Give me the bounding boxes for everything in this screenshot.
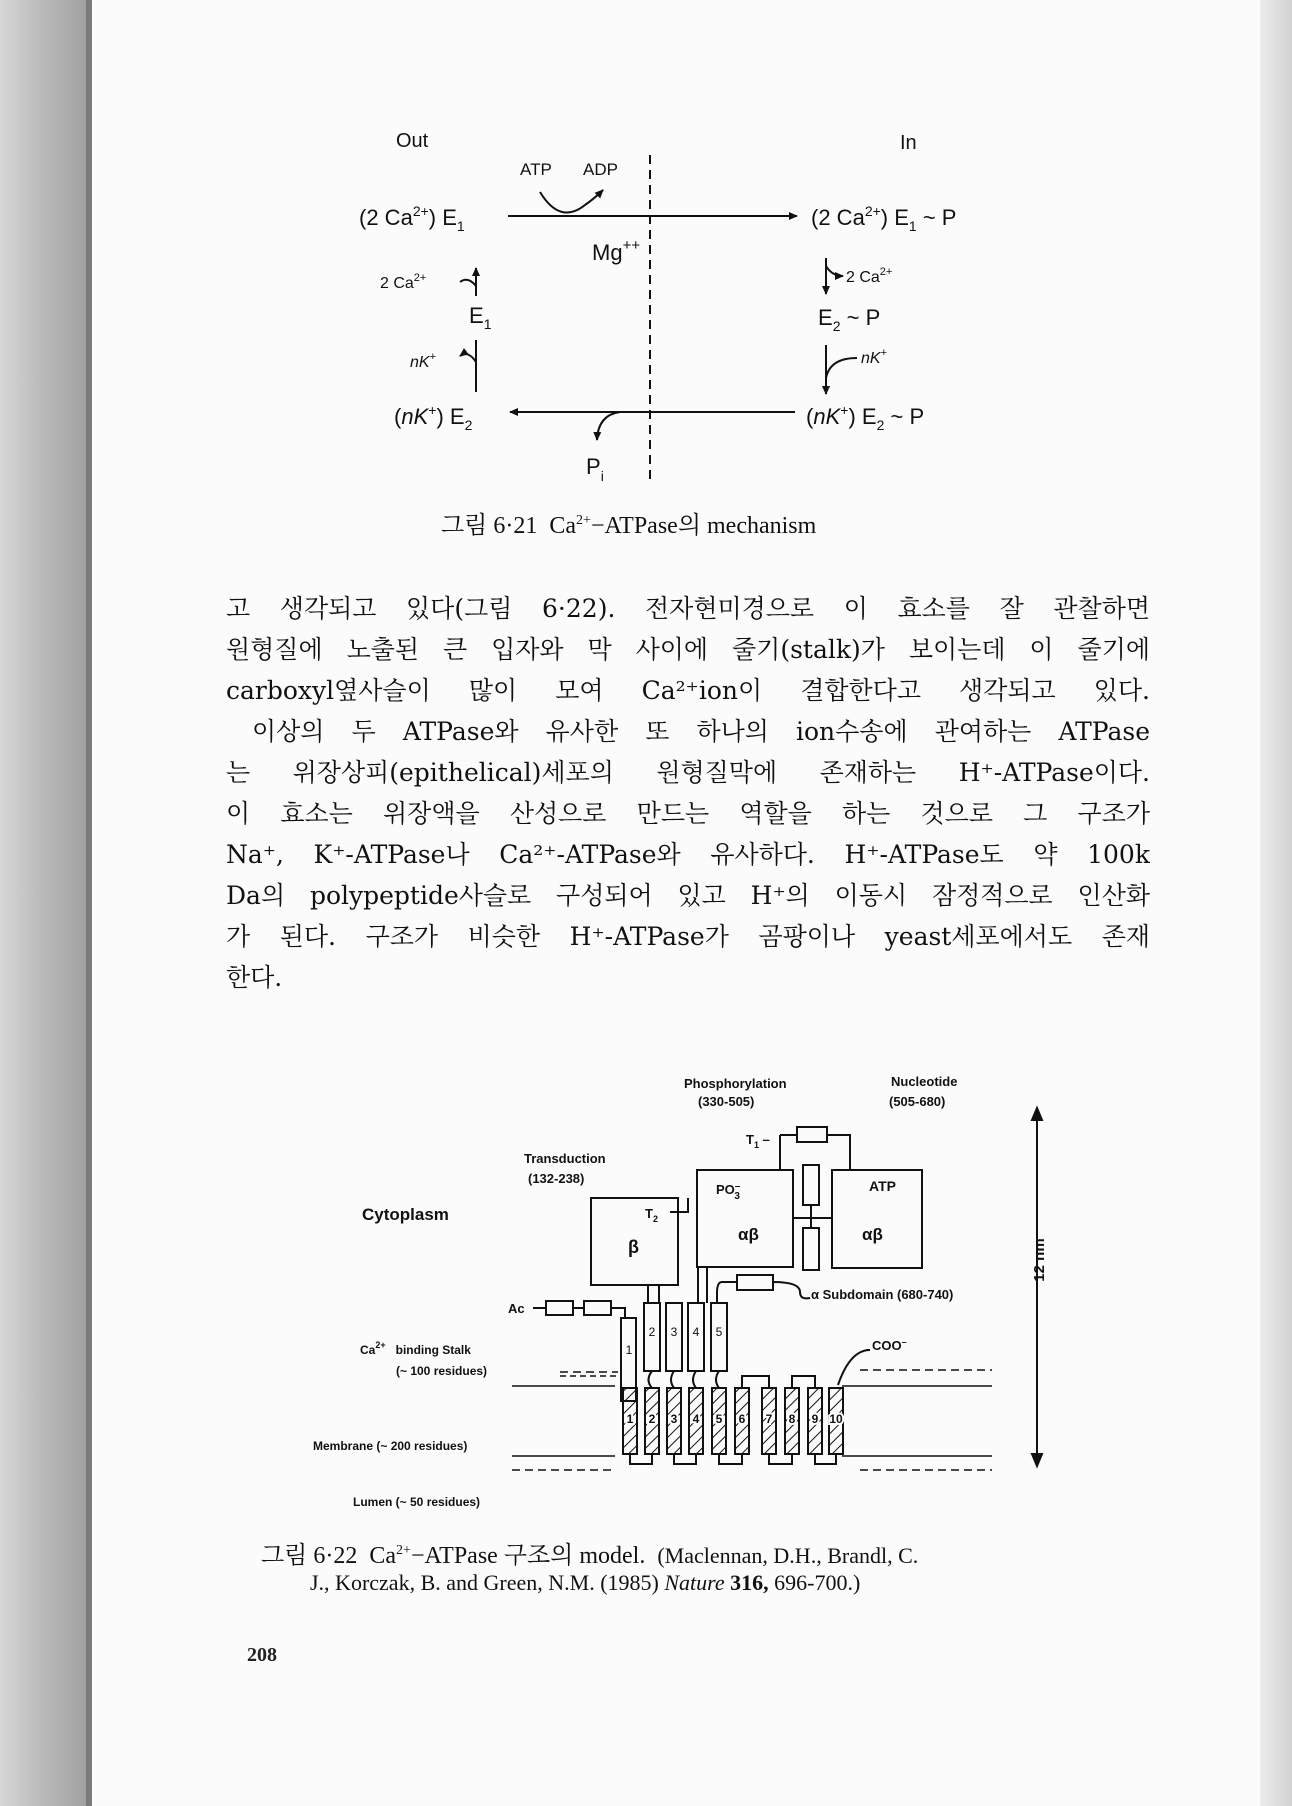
label-nucleotide: Nucleotide	[891, 1074, 958, 1089]
figure-6-21-caption	[441, 505, 816, 540]
body-line: carboxyl옆사슬이 많이 모여 Ca²⁺ion이 결합한다고 생각되고 있다.	[226, 676, 1150, 705]
label-pi: $P_i$	[586, 454, 604, 484]
arrow-nk-release	[460, 354, 476, 362]
label-lumen: Lumen (~ 50 residues)	[353, 1495, 481, 1509]
stalk-number: 4	[692, 1325, 700, 1339]
label-phosphorylation: Phosphorylation	[684, 1076, 787, 1091]
state-e1: $E_1$	[469, 303, 492, 332]
tm-number: 4	[692, 1412, 700, 1426]
figure-6-22-caption-line1	[261, 1535, 918, 1570]
state-nk-e2-p: (nK+) $E_2$ ~ P	[806, 402, 925, 433]
body-line: 한다.	[226, 963, 283, 992]
label-transduction: Transduction	[524, 1151, 606, 1166]
body-line: Da의 polypeptide사슬로 구성되어 있고 H⁺의 이동시 잠정적으로 인산화	[226, 881, 1150, 910]
hinge-segment-upper	[803, 1165, 819, 1205]
label-12nm: 12 nm	[1031, 1238, 1048, 1282]
citation-volume: 316,	[730, 1570, 769, 1595]
label-2ca-left: 2 $Ca^{2+}$	[380, 272, 427, 292]
stalk-number: 5	[715, 1325, 723, 1339]
label-nk-left: nK+	[410, 351, 437, 371]
state-nk-e2: (nK+) $E_2$	[394, 402, 473, 433]
tm-number: 1	[626, 1412, 634, 1426]
domain-phosphorylation-box	[697, 1170, 793, 1267]
label-out: Out	[396, 130, 429, 152]
arrow-atp-adp	[540, 190, 603, 213]
caption-rest: −ATPase의 mechanism	[590, 513, 817, 539]
figure-6-22-caption-line2	[310, 1570, 860, 1596]
label-2ca-right: 2 $Ca^{2+}$	[846, 266, 893, 286]
body-line: 원형질에 노출된 큰 입자와 막 사이에 줄기(stalk)가 보이는데 이 줄기에	[226, 635, 1150, 664]
body-line: 가 된다. 구조가 비슷한 H⁺-ATPase가 곰팡이나 yeast세포에서도 존재	[226, 922, 1150, 951]
arrow-2ca-bind	[460, 280, 476, 286]
citation-part-2: J., Korczak, B. and Green, N.M. (1985)	[310, 1570, 659, 1595]
label-t1: $T_1$ –	[746, 1132, 770, 1150]
body-line: 고 생각되고 있다(그림 6·22). 전자현미경으로 이 효소를 잘 관찰하면	[226, 594, 1150, 623]
citation-part-1: (Maclennan, D.H., Brandl, C.	[657, 1543, 919, 1568]
caption-prefix: 그림 6·22	[261, 1543, 358, 1569]
caption-ca: Ca	[369, 1543, 397, 1569]
label-cytoplasm: Cytoplasm	[362, 1205, 449, 1224]
caption-prefix: 그림 6·21	[441, 513, 538, 539]
label-mg: Mg++	[592, 237, 641, 265]
stalk-number: 1	[625, 1343, 633, 1357]
tm-number: 6	[738, 1412, 746, 1426]
ac-segment-1	[546, 1301, 573, 1315]
label-adp: ADP	[583, 160, 618, 179]
label-ab-phos: αβ	[738, 1225, 759, 1244]
body-paragraph	[226, 588, 1150, 998]
label-transduction-range: (132-238)	[528, 1171, 585, 1186]
label-nk-right: nK+	[861, 347, 888, 367]
label-ac: Ac	[508, 1301, 525, 1316]
citation-pages: 696-700.)	[774, 1570, 861, 1595]
label-ab-nuc: αβ	[862, 1225, 883, 1244]
tm-number: 8	[788, 1412, 796, 1426]
body-line: Na⁺, K⁺-ATPase나 Ca²⁺-ATPase와 유사하다. H⁺-ATPase도 약 100k	[226, 840, 1150, 869]
label-beta: β	[628, 1237, 639, 1257]
figure-6-22-structure	[0, 1060, 1292, 1530]
label-po3: PO– 3	[716, 1181, 741, 1202]
label-phosphorylation-range: (330-505)	[698, 1094, 755, 1109]
label-alpha-subdomain: α Subdomain (680-740)	[811, 1287, 954, 1302]
body-line: 이 효소는 위장액을 산성으로 만드는 역할을 하는 것으로 그 구조가	[226, 799, 1150, 828]
arrow-nk-bind	[826, 358, 857, 378]
state-2ca-e1-p	[811, 203, 956, 234]
tm-number: 2	[648, 1412, 656, 1426]
state-e2-p: $E_2$ ~ P	[818, 305, 881, 334]
figure-6-21-mechanism	[0, 0, 1292, 560]
tm-number: 7	[765, 1412, 773, 1426]
state-2ca-e1	[359, 203, 465, 234]
page-number: 208	[247, 1644, 277, 1666]
label-in: In	[900, 132, 917, 154]
arrow-pi-release	[597, 412, 620, 440]
label-membrane: Membrane (~ 200 residues)	[313, 1439, 468, 1453]
body-line: 이상의 두 ATPase와 유사한 또 하나의 ion수송에 관여하는 ATPase	[252, 717, 1150, 746]
ac-segment-2	[584, 1301, 611, 1315]
svg-text:(2 Ca2+) E1 ~ P: (2 $Ca^{2+}$) $E_1$ ~ P	[811, 203, 957, 234]
caption-ca: Ca	[549, 513, 577, 539]
tm-number: 9	[811, 1412, 819, 1426]
caption-rest: −ATPase 구조의 model.	[410, 1543, 646, 1569]
hinge-segment-lower	[803, 1228, 819, 1270]
stalk-number: 3	[670, 1325, 678, 1339]
stalk-number: 2	[648, 1325, 656, 1339]
label-coo: COO–	[872, 1337, 907, 1353]
citation-journal: Nature	[664, 1570, 725, 1595]
tm-number: 5	[715, 1412, 723, 1426]
body-line: 는 위장상피(epithelical)세포의 원형질막에 존재하는 H⁺-ATPase이다.	[226, 758, 1150, 787]
caption-sup: 2+	[396, 1543, 411, 1558]
label-nucleotide-range: (505-680)	[889, 1094, 946, 1109]
label-ca-binding: $Ca^{2+}$ binding Stalk	[360, 1340, 471, 1357]
tm-number: 3	[670, 1412, 678, 1426]
alpha-subdomain-segment	[737, 1275, 773, 1290]
transmembrane-helices	[623, 1376, 843, 1464]
label-atp: ATP	[520, 160, 552, 179]
label-stalk-residues: (~ 100 residues)	[396, 1364, 488, 1378]
label-t2: $T_2$	[645, 1206, 658, 1224]
tm-number: 10	[829, 1412, 843, 1426]
t1-segment	[797, 1127, 827, 1142]
arrow-2ca-release	[826, 266, 843, 276]
svg-text:(2 Ca2+) E1: (2 $Ca^{2+}$) $E_1$	[359, 203, 465, 234]
label-atp-domain: ATP	[869, 1178, 896, 1194]
coo-tail	[838, 1350, 870, 1385]
caption-sup: 2+	[576, 513, 591, 528]
